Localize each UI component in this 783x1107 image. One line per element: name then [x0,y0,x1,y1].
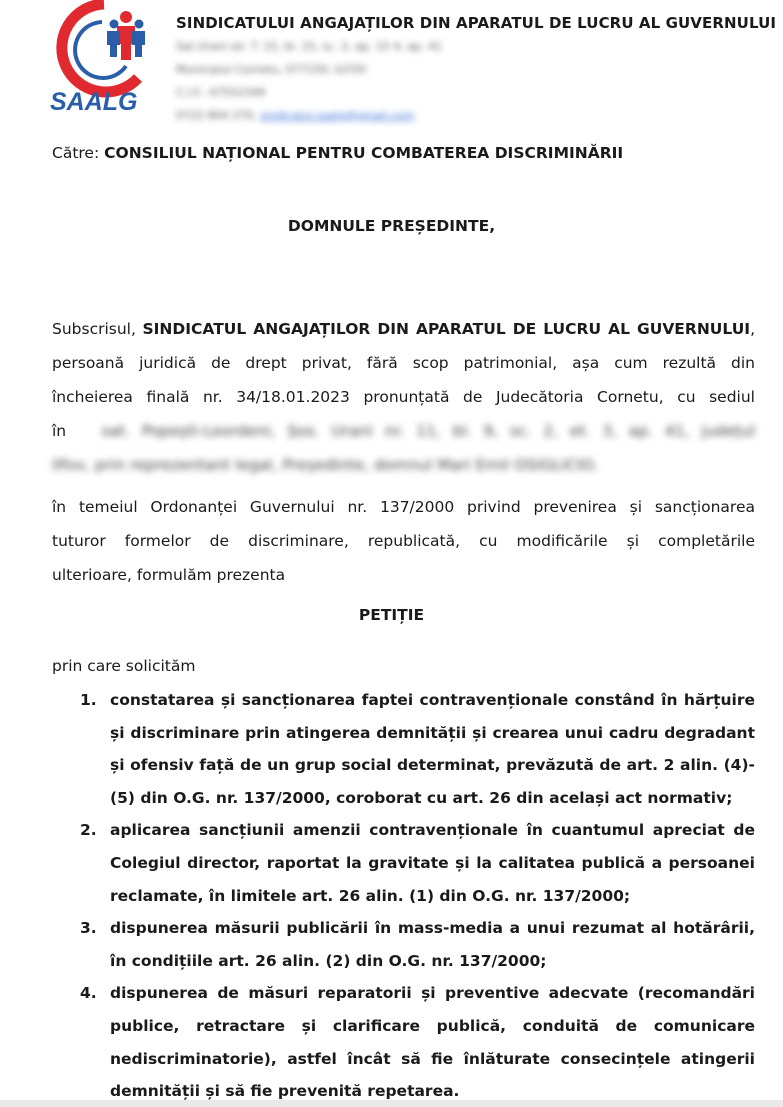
redacted-address: sat. Popești-Leordeni, Șos. Urani nr. 11, bl. 9, sc. 2, et. 3, ap. 41, județul [101,422,756,440]
org-name: SINDICATULUI ANGAJAȚILOR DIN APARATUL DE LUCRU AL GUVERNULUI [176,14,777,32]
recipient-line [52,144,623,162]
address-line-1: Sat Urani str. T. 15, bl. 15, sc. 2, ap. 15 4, ap. 41 [176,40,443,53]
list-item: 3. dispunerea măsurii publicării în mass-media a unui rezumat al hotărârii, în condițiile art. 26 alin. (2) din O.G. nr. 137/2000; [78,912,755,977]
paragraph-legal-basis [52,490,755,592]
petitioner-name: SINDICATUL ANGAJAȚILOR DIN APARATUL DE LUCRU AL GUVERNULUI [142,320,751,338]
paragraph-line: ulterioare, formulăm prezenta [52,566,286,584]
paragraph-petitioner [52,312,755,482]
email-link[interactable]: sindicatul.saalg@gmail.com [259,109,415,122]
paragraph-line: în temeiul Ordonanței Guvernului nr. 137/2000 privind prevenirea și sancționarea [52,498,755,516]
page-bottom-edge [0,1100,783,1107]
requests-list [78,684,755,1107]
list-item: 4. dispunerea de măsuri reparatorii și preventive adecvate (recomandări publice, retractare și clarificare publică, conduită de comunicare nediscriminatorie), astfel încât să fie înlăturate consecințele atingerii demnității și să fie prevenită repetarea. [78,977,755,1107]
address-line-2: Municipiul Cornetu, 077150, ILFOV [176,63,367,76]
list-item: 1. constatarea și sancționarea faptei contravenționale constând în hărțuire și discriminare prin atingerea demnității și crearea unui cadru degradant și ofensiv față de un grup social determinat, prevăzută de art. 2 alin. (4)- (5) din O.G. nr. 137/2000, coroborat cu art. 26 din același act normativ; [78,684,755,814]
recipient-prefix: Către: [52,144,100,162]
paragraph-line: în sat. Popești-Leordeni, Șos. Urani nr. 11, bl. 9, sc. 2, et. 3, ap. 41, județul [52,422,756,440]
salutation: DOMNULE PREȘEDINTE, [287,217,496,235]
paragraph-line: încheierea finală nr. 34/18.01.2023 pronunțată de Judecătoria Cornetu, cu sediul [52,388,755,406]
paragraph-line: tuturor formelor de discriminare, republicată, cu modificările și completările [52,532,755,550]
saalg-logo [42,0,154,118]
logo-people-icon [107,11,145,60]
logo-text: SAALG [50,88,138,116]
recipient-name: CONSILIUL NAȚIONAL PENTRU COMBATEREA DISCRIMINĂRII [104,144,624,162]
phone-text: 0722 804 270, [176,109,260,122]
list-number: 1. [80,691,97,709]
paragraph-line: Subscrisul, SINDICATUL ANGAJAȚILOR DIN APARATUL DE LUCRU AL GUVERNULUI, [52,320,756,338]
list-number: 2. [80,821,97,840]
paragraph-line: persoană juridică de drept privat, fără scop patrimonial, așa cum rezultă din [52,354,755,372]
petition-title: PETIȚIE [358,606,425,624]
requests-intro: prin care solicităm [52,657,196,675]
address-line-4 [176,109,414,122]
address-line-3: C.I.F.: 47552349 [176,86,266,99]
list-number: 3. [80,919,97,938]
list-number: 4. [80,984,97,1003]
list-item: 2. aplicarea sancțiunii amenzii contravenționale în cuantumul apreciat de Colegiul director, raportat la gravitate și la calitatea publică a persoanei reclamate, în limitele art. 26 alin. (1) din O.G. nr. 137/2000; [78,814,755,912]
redacted-representative: Ilfov, prin reprezentant legal, Președinte, domnul Mari Emil OSIGLICIO. [52,456,598,474]
